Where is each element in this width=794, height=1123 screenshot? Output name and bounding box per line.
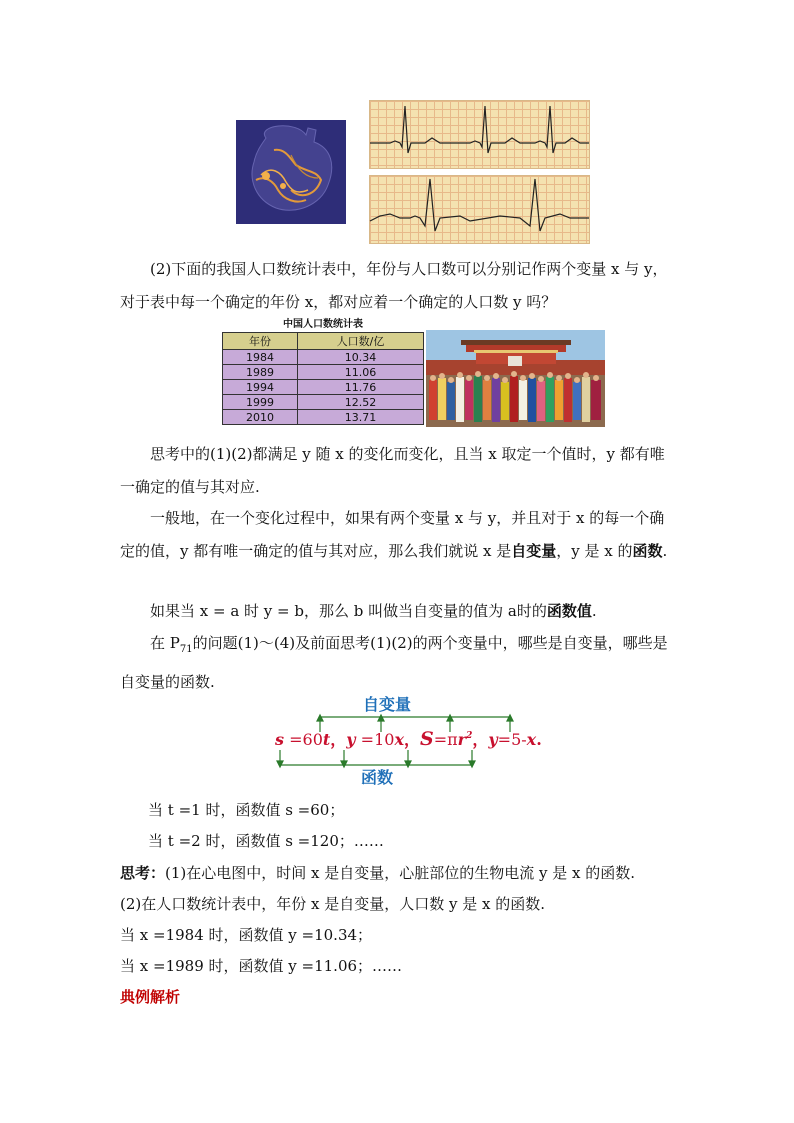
subscript: 71 bbox=[179, 644, 193, 655]
var-y: y bbox=[488, 730, 498, 749]
formula-comma: ， bbox=[403, 730, 420, 749]
heart-diagram-image bbox=[236, 120, 346, 224]
formula-part: =π bbox=[433, 730, 458, 749]
think-line bbox=[120, 863, 635, 883]
formula-period: . bbox=[536, 730, 542, 749]
var-S: S bbox=[420, 728, 434, 750]
definition-text: ，y 是 x 的 bbox=[556, 542, 633, 560]
table-cell: 12.52 bbox=[298, 395, 424, 410]
table-row bbox=[223, 380, 424, 395]
superscript-2: 2 bbox=[466, 731, 473, 741]
variable-function-diagram bbox=[272, 690, 542, 790]
term-independent-variable: 自变量 bbox=[511, 542, 557, 560]
table-cell: 10.34 bbox=[298, 350, 424, 365]
formula-part: =10 bbox=[355, 730, 395, 749]
paragraph-question bbox=[120, 627, 675, 699]
var-y: y bbox=[346, 730, 356, 749]
question-text: 的问题(1)～(4)及前面思考(1)(2)的两个变量中，哪些是自变量，哪些是自变量的函数. bbox=[120, 634, 668, 691]
table-row bbox=[223, 365, 424, 380]
var-s: s bbox=[275, 730, 285, 749]
example-line: 当 t =1 时，函数值 s =60； bbox=[148, 801, 345, 819]
table-title: 中国人口数统计表 bbox=[283, 319, 363, 330]
table-cell: 1999 bbox=[223, 395, 298, 410]
label-function: 函数 bbox=[360, 768, 394, 787]
definition-text: 一般地，在一个变化过程中，如果有两个变量 x 与 y，并且对于 x 的每一个确定的值，y 都有唯一确定的值与其对应，那么我们就说 x 是 bbox=[120, 509, 665, 560]
population-table bbox=[222, 318, 424, 425]
paragraph-function-definition bbox=[120, 502, 675, 568]
think-line-2: (2)在人口数统计表中，年份 x 是自变量，人口数 y 是 x 的函数. bbox=[120, 895, 546, 913]
think-text: (1)在心电图中，时间 x 是自变量，心脏部位的生物电流 y 是 x 的函数. bbox=[165, 864, 636, 882]
definition-text: 如果当 x = a 时 y = b，那么 b 叫做当自变量的值为 a时的 bbox=[150, 602, 547, 620]
example-line: 当 t =2 时，函数值 s =120；…… bbox=[148, 832, 384, 850]
table-row bbox=[223, 410, 424, 425]
var-x: x bbox=[394, 730, 404, 749]
section-heading: 典例解析 bbox=[120, 988, 181, 1006]
tiananmen-crowd-photo bbox=[426, 330, 605, 427]
table-cell: 11.06 bbox=[298, 365, 424, 380]
table-cell: 11.76 bbox=[298, 380, 424, 395]
formula-comma: ， bbox=[330, 730, 347, 749]
ecg-strip-bottom bbox=[369, 175, 590, 244]
table-cell: 1994 bbox=[223, 380, 298, 395]
paragraph-observation: 思考中的(1)(2)都满足 y 随 x 的变化而变化，且当 x 取定一个值时，y 都有唯一确定的值与其对应. bbox=[120, 445, 665, 496]
formula-part: =60 bbox=[284, 730, 323, 749]
definition-text: . bbox=[662, 542, 668, 560]
formula-part: =5- bbox=[497, 730, 527, 749]
table-header: 年份 bbox=[223, 333, 298, 350]
ecg-strip-top bbox=[369, 100, 590, 169]
paragraph-function-value bbox=[120, 595, 675, 628]
table-cell: 1989 bbox=[223, 365, 298, 380]
formula-line bbox=[274, 728, 542, 750]
example-line: 当 x =1984 时，函数值 y =10.34； bbox=[120, 926, 373, 944]
table-cell: 1984 bbox=[223, 350, 298, 365]
label-independent-variable: 自变量 bbox=[362, 695, 412, 714]
question-text: 在 P bbox=[150, 634, 180, 652]
table-row bbox=[223, 350, 424, 365]
table-cell: 13.71 bbox=[298, 410, 424, 425]
var-t: t bbox=[322, 730, 331, 749]
term-function-value: 函数值 bbox=[546, 602, 592, 620]
table-row bbox=[223, 395, 424, 410]
example-line: 当 x =1989 时，函数值 y =11.06；…… bbox=[120, 957, 403, 975]
definition-text: . bbox=[591, 602, 597, 620]
table-cell: 2010 bbox=[223, 410, 298, 425]
var-x: x bbox=[526, 730, 537, 749]
term-function: 函数 bbox=[632, 542, 663, 560]
think-label: 思考： bbox=[120, 864, 166, 882]
formula-comma: ， bbox=[472, 730, 489, 749]
table-header: 人口数/亿 bbox=[298, 333, 424, 350]
paragraph-population-question: (2)下面的我国人口数统计表中，年份与人口数可以分别记作两个变量 x 与 y，对于表中每一个确定的年份 x，都对应着一个确定的人口数 y 吗？ bbox=[120, 260, 668, 311]
var-r: r bbox=[457, 730, 467, 749]
